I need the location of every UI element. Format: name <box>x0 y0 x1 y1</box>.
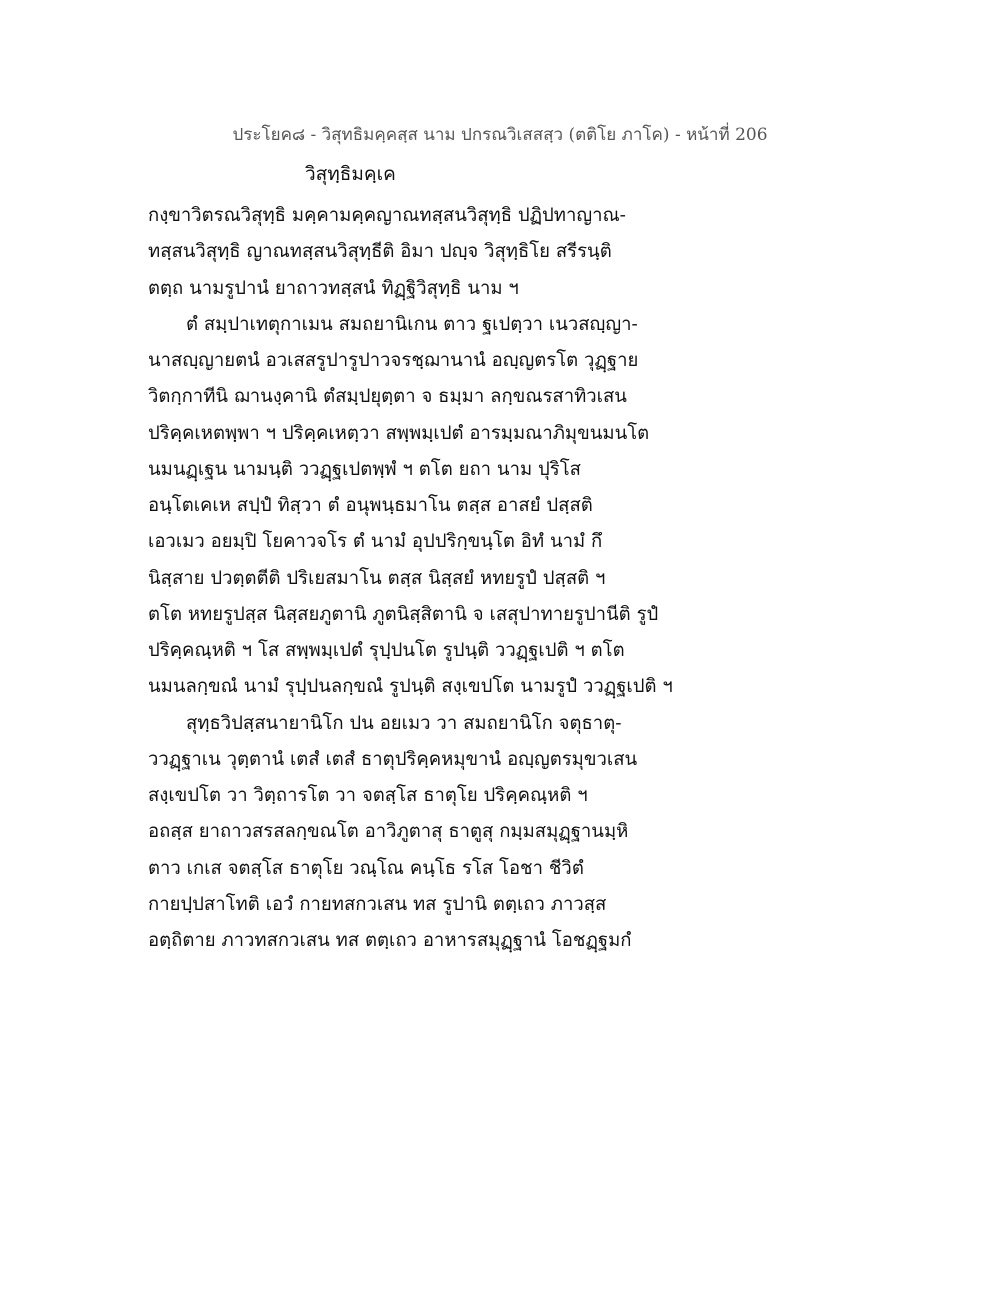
text-line: นมนฏฺเฐน นามนฺติ ววฏฺฐเปตพฺพํ ฯ ตโต ยถา นาม ปุริโส <box>148 458 581 480</box>
section-title: วิสุทฺธิมคฺเค <box>305 163 396 185</box>
text-line: กายปฺปสาโทติ เอวํ กายทสกวเสน ทส รูปานิ ตตฺเถว ภาวสฺส <box>148 893 607 915</box>
text-line: อตฺถิตาย ภาวทสกวเสน ทส ตตฺเถว อาหารสมุฏฺฐานํ โอชฏฺฐมกํ <box>148 930 632 951</box>
text-line: อนฺโตเคเห สปฺปํ ทิสฺวา ตํ อนุพนฺธมาโน ตสฺส อาสยํ ปสฺสติ <box>148 495 593 516</box>
text-line: ปริคฺคณฺหติ ฯ โส สพฺพมฺเปตํ รุปฺปนโต รูปนฺติ ววฏฺฐเปติ ฯ ตโต <box>148 640 625 661</box>
paragraph-start-line: ตํ สมฺปาเทตุกาเมน สมถยานิเกน ตาว ฐเปตฺวา เนวสญฺญา- <box>186 313 638 335</box>
text-line: สงฺเขปโต วา วิตฺถารโต วา จตสฺโส ธาตุโย ปริคฺคณฺหติ ฯ <box>148 785 588 806</box>
text-line: ปริคฺคเหตพฺพา ฯ ปริคฺคเหตฺวา สพฺพมฺเปตํ อารมฺมณาภิมุขนมนโต <box>148 422 650 444</box>
text-line: นิสฺสาย ปวตฺตตีติ ปริเยสมาโน ตสฺส นิสฺสยํ หทยรูปํ ปสฺสติ ฯ <box>148 567 606 589</box>
body-text <box>148 198 708 959</box>
text-line: ตาว เกเส จตสฺโส ธาตุโย วณฺโณ คนฺโธ รโส โอชา ชีวิตํ <box>148 857 584 879</box>
text-line: ตโต หทยรูปสฺส นิสฺสยภูตานิ ภูตนิสฺสิตานิ จ เสสุปาทายรูปานีติ รูปํ <box>148 603 659 625</box>
text-line: ตตฺถ นามรูปานํ ยาถาวทสฺสนํ ทิฏฺฐิวิสุทฺธิ นาม ฯ <box>148 277 519 299</box>
running-header: ประโยค๘ - วิสุทธิมคฺคสฺส นาม ปกรณวิเสสสฺว (ตติโย ภาโค) - หน้าที่ 206 <box>232 125 768 145</box>
text-line: วิตกฺกาทีนิ ฌานงฺคานิ ตํสมฺปยุตฺตา จ ธมฺมา ลกฺขณรสาทิวเสน <box>148 386 627 408</box>
paragraph-start-line: สุทฺธวิปสฺสนายานิโก ปน อยเมว วา สมถยานิโก จตุธาตุ- <box>186 712 622 734</box>
text-line: เอวเมว อยมฺปิ โยคาวจโร ตํ นามํ อุปปริกฺขนฺโต อิทํ นามํ กึ <box>148 531 603 553</box>
text-line: ววฏฺฐาเน วุตฺตานํ เตสํ เตสํ ธาตุปริคฺคหมุขานํ อญฺญตรมุขวเสน <box>148 748 638 770</box>
text-line: กงฺขาวิตรณวิสุทฺธิ มคฺคามคฺคญาณทสฺสนวิสุทฺธิ ปฏิปทาญาณ- <box>148 205 626 226</box>
text-line: ทสฺสนวิสุทฺธิ ญาณทสฺสนวิสุทฺธีติ อิมา ปญฺจ วิสุทฺธิโย สรีรนฺติ <box>148 241 612 263</box>
text-line: นาสญฺญายตนํ อวเสสรูปารูปาวจรชฺฌานานํ อญฺญตรโต วุฏฺฐาย <box>148 350 639 371</box>
text-line: นมนลกฺขณํ นามํ รุปฺปนลกฺขณํ รูปนฺติ สงฺเขปโต นามรูปํ ววฏฺฐเปติ ฯ <box>148 676 673 698</box>
text-line: อถสฺส ยาถาวสรสลกฺขณโต อาวิภูตาสุ ธาตูสุ กมฺมสมุฏฺฐานมฺหิ <box>148 821 629 843</box>
